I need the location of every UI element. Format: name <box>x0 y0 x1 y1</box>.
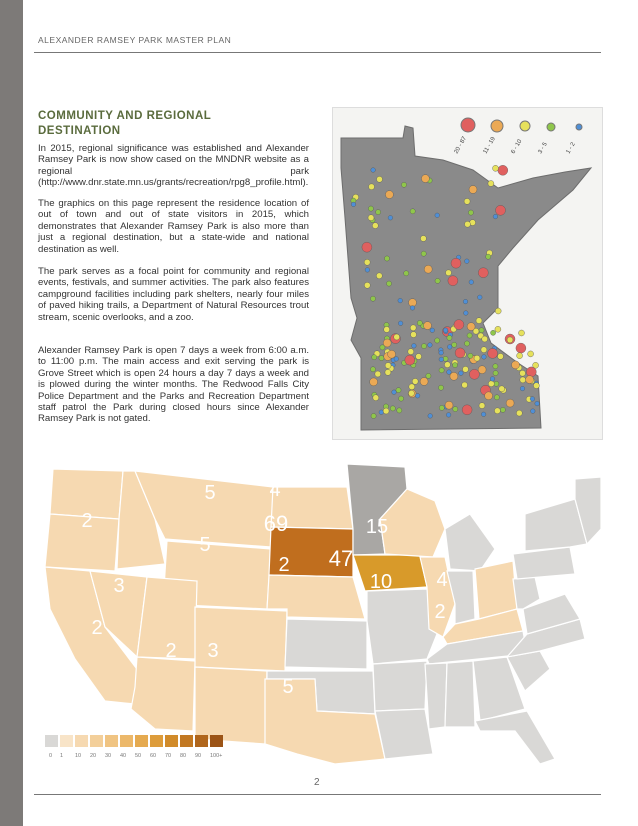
visitor-dot <box>380 345 385 350</box>
visitor-dot <box>445 401 453 409</box>
visitor-dot <box>379 356 384 361</box>
visitor-dot <box>415 394 420 399</box>
visitor-dot <box>408 349 414 355</box>
visitor-dot <box>420 378 428 386</box>
legend-label: 40 <box>120 753 127 759</box>
visitor-dot <box>371 168 376 173</box>
visitor-dot <box>499 386 505 392</box>
visitor-dot <box>421 344 426 349</box>
visitor-dot <box>447 345 452 350</box>
label-washington: 2 <box>81 510 93 532</box>
visitor-dot <box>398 321 403 326</box>
legend-label-3-5: 3 - 5 <box>537 141 549 155</box>
visitor-dot <box>495 326 501 332</box>
visitor-dot <box>481 412 486 417</box>
visitor-dot <box>438 385 443 390</box>
visitor-dot <box>426 373 431 378</box>
visitor-dot <box>493 371 498 376</box>
visitor-dot <box>465 221 471 227</box>
header-divider <box>34 52 601 53</box>
label-nebraska: 2 <box>278 554 290 576</box>
visitor-dot <box>469 186 477 194</box>
visitor-dot <box>519 330 525 336</box>
visitor-dot <box>410 306 415 311</box>
visitor-dot <box>384 256 389 261</box>
minnesota-visitor-map <box>332 107 603 440</box>
visitor-dot <box>435 213 440 218</box>
legend-label-20-87: 20 - 87 <box>453 135 469 155</box>
visitor-dot <box>388 216 393 221</box>
legend-label: 70 <box>165 753 172 759</box>
us-visitor-map <box>35 459 601 764</box>
visitor-dot <box>409 299 417 307</box>
visitor-dot <box>408 390 414 396</box>
legend-swatch <box>180 735 193 747</box>
visitor-dot <box>439 405 444 410</box>
state-new-mexico <box>195 667 267 744</box>
visitor-dot <box>451 258 461 268</box>
visitor-dot <box>371 413 376 418</box>
visitor-dot <box>467 323 475 331</box>
legend-label-6-10: 6 - 10 <box>510 138 524 155</box>
visitor-dot <box>498 165 508 175</box>
visitor-dot <box>446 270 452 276</box>
legend-label-11-19: 11 - 19 <box>482 136 497 155</box>
minnesota-map-svg <box>333 108 602 439</box>
visitor-dot <box>531 409 536 414</box>
state-louisiana <box>375 709 433 759</box>
visitor-dot <box>482 355 487 360</box>
visitor-dot <box>488 348 498 358</box>
visitor-dot <box>430 328 435 333</box>
visitor-dot <box>394 357 399 362</box>
visitor-dot <box>490 377 495 382</box>
visitor-dot <box>455 348 465 358</box>
visitor-dot <box>494 408 500 414</box>
legend-swatch <box>60 735 73 747</box>
label-wyoming: 5 <box>199 534 211 556</box>
visitor-dot <box>463 299 468 304</box>
visitor-dot <box>392 390 397 395</box>
visitor-dot <box>370 296 375 301</box>
body-paragraph-4: Alexander Ramsey Park is open 7 days a week from 6:00 a.m. to 11:00 p.m. The main access and exit serving the park is Grove Street which is open 24 hours a day 7 days a week and is plowed during the winter months. The Redwood Falls City Police Department and the Parks and Recreation Department staff patrol the Park during closed hours since Alexander Ramsey Park is not gated. <box>38 345 309 425</box>
visitor-dot <box>465 259 470 264</box>
visitor-dot <box>383 408 389 414</box>
visitor-dot <box>520 370 526 376</box>
label-california: 3 <box>113 575 125 597</box>
visitor-dot <box>428 343 433 348</box>
visitor-dot <box>421 175 429 183</box>
visitor-dot <box>516 410 522 416</box>
legend-swatch <box>150 735 163 747</box>
state-missouri <box>367 589 437 664</box>
visitor-dot <box>386 281 391 286</box>
state-arkansas <box>373 661 427 711</box>
state-kansas <box>285 619 367 669</box>
visitor-dot <box>506 399 514 407</box>
visitor-dot <box>494 395 499 400</box>
visitor-dot <box>488 381 494 387</box>
label-new-mexico: 3 <box>207 640 219 662</box>
body-paragraph-3: The park serves as a focal point for community and regional events, festivals, and summer activities. The park also features campground facilities including park shelters, nearly four miles of paved hiking trails, a Department of Natural Resources trout stream, scenic overlooks, and a zoo. <box>38 266 309 323</box>
visitor-dot <box>369 184 375 190</box>
visitor-dot <box>370 378 378 386</box>
visitor-dot <box>412 344 417 349</box>
legend-swatch <box>45 735 58 747</box>
visitor-dot <box>493 364 498 369</box>
visitor-dot <box>474 355 480 361</box>
visitor-dot <box>468 210 473 215</box>
visitor-dot <box>368 215 374 221</box>
visitor-dot <box>476 318 482 324</box>
visitor-dot <box>463 366 469 372</box>
visitor-dot <box>439 357 444 362</box>
visitor-dot <box>516 343 526 353</box>
visitor-dot <box>420 236 426 242</box>
visitor-dot <box>479 403 485 409</box>
visitor-dot <box>410 325 416 331</box>
visitor-dot <box>397 408 402 413</box>
label-texas: 5 <box>282 676 294 698</box>
visitor-dot <box>452 342 457 347</box>
visitor-dot <box>365 268 370 273</box>
visitor-dot <box>526 376 534 384</box>
visitor-dot <box>385 369 391 375</box>
visitor-dot <box>469 369 479 379</box>
visitor-dot <box>493 214 498 219</box>
visitor-dot <box>376 210 381 215</box>
visitor-dot <box>485 392 493 400</box>
visitor-dot <box>448 276 458 286</box>
label-kentucky: 2 <box>434 601 446 623</box>
legend-swatch <box>210 735 223 747</box>
legend-swatch-1-2 <box>576 124 582 130</box>
visitor-dot <box>528 351 534 357</box>
visitor-dot <box>491 330 496 335</box>
visitor-dot <box>459 371 464 376</box>
visitor-dot <box>396 388 401 393</box>
visitor-dot <box>362 242 372 252</box>
visitor-dot <box>417 320 422 325</box>
visitor-dot <box>421 251 426 256</box>
label-arizona: 2 <box>165 640 177 662</box>
visitor-dot <box>462 405 472 415</box>
visitor-dot <box>370 367 375 372</box>
visitor-dot <box>376 273 382 279</box>
legend-label: 50 <box>135 753 142 759</box>
legend-swatch <box>105 735 118 747</box>
visitor-dot <box>469 280 474 285</box>
body-paragraph-1: In 2015, regional significance was established and Alexander Ramsey Park is now show cased on the MNDNR website as a regional park (http://www.dnr.state.mn.us/grants/recreation/rpg8_profile.html). <box>38 143 309 189</box>
visitor-dot <box>405 355 415 365</box>
body-paragraph-2: The graphics on this page represent the residence location of out of town and out of state visitors in 2015, which demonstrates that Alexander Ramsey Park is also more than just a regional destination, but a state-wide and national destination as well. <box>38 198 309 255</box>
visitor-dot <box>533 383 539 389</box>
visitor-dot <box>478 295 483 300</box>
visitor-dot <box>507 337 513 343</box>
visitor-dot <box>479 328 484 333</box>
visitor-dot <box>452 363 457 368</box>
legend-label: 80 <box>180 753 187 759</box>
visitor-dot <box>468 353 473 358</box>
legend-label: 60 <box>150 753 157 759</box>
label-south-dakota: 69 <box>263 511 289 536</box>
visitor-dot <box>447 370 452 375</box>
visitor-dot <box>364 259 370 265</box>
visitor-dot <box>535 401 540 406</box>
visitor-dot <box>462 382 468 388</box>
visitor-dot <box>439 368 444 373</box>
visitor-dot <box>398 298 403 303</box>
legend-label: 20 <box>90 753 97 759</box>
visitor-dot <box>379 410 384 415</box>
sidebar-stripe <box>0 0 23 826</box>
visitor-dot <box>481 347 487 353</box>
mn-map-legend <box>454 118 582 155</box>
visitor-dot <box>424 322 432 330</box>
visitor-dot <box>385 191 393 199</box>
visitor-dot <box>410 209 415 214</box>
label-iowa: 47 <box>328 546 354 571</box>
legend-swatch <box>90 735 103 747</box>
visitor-dot <box>500 407 505 412</box>
visitor-dot <box>530 397 535 402</box>
visitor-dot <box>512 361 520 369</box>
label-montana: 5 <box>204 482 216 504</box>
visitor-dot <box>411 332 417 338</box>
legend-swatch-20-87 <box>461 118 475 132</box>
visitor-dot <box>388 350 396 358</box>
legend-label-1-2: 1 - 2 <box>565 141 577 155</box>
legend-label: 0 <box>49 753 53 759</box>
visitor-dot <box>377 176 383 182</box>
label-wisconsin: 15 <box>365 516 389 538</box>
visitor-dot <box>478 268 488 278</box>
visitor-dot <box>520 386 525 391</box>
visitor-dot <box>488 181 494 187</box>
visitor-dot <box>409 384 415 390</box>
visitor-dot <box>493 165 499 171</box>
visitor-dot <box>444 362 450 368</box>
page-number: 2 <box>314 777 320 788</box>
legend-label: 1 <box>60 753 64 759</box>
visitor-dot <box>478 366 486 374</box>
visitor-dot <box>439 350 444 355</box>
visitor-dot <box>373 395 379 401</box>
visitor-dot <box>526 367 536 377</box>
legend-swatch-11-19 <box>491 120 503 132</box>
legend-label: 90 <box>195 753 202 759</box>
visitor-dot <box>412 378 418 384</box>
state-alabama <box>445 661 475 727</box>
visitor-dot <box>435 338 440 343</box>
legend-label: 30 <box>105 753 112 759</box>
visitor-dot <box>375 371 381 377</box>
visitor-dot <box>486 254 491 259</box>
visitor-dot <box>467 333 472 338</box>
legend-label: 10 <box>75 753 82 759</box>
document-header-title: ALEXANDER RAMSEY PARK MASTER PLAN <box>38 35 232 45</box>
legend-swatch-6-10 <box>520 121 530 131</box>
label-ohio: 4 <box>436 569 448 591</box>
visitor-dot <box>447 335 452 340</box>
visitor-dot <box>450 372 458 380</box>
visitor-dot <box>372 223 378 229</box>
visitor-dot <box>482 336 488 342</box>
visitor-dot <box>399 396 404 401</box>
visitor-dot <box>498 353 504 359</box>
visitor-dot <box>517 353 523 359</box>
visitor-dot <box>424 265 432 273</box>
state-mississippi <box>425 663 447 729</box>
us-map-svg <box>35 459 601 764</box>
section-heading: COMMUNITY AND REGIONAL DESTINATION <box>38 110 212 137</box>
legend-swatch <box>195 735 208 747</box>
legend-swatch <box>135 735 148 747</box>
visitor-dot <box>372 355 377 360</box>
legend-label: 100+ <box>210 753 223 759</box>
visitor-dot <box>390 406 395 411</box>
visitor-dot <box>464 341 469 346</box>
visitor-dot <box>520 377 526 383</box>
visitor-dot <box>368 206 373 211</box>
legend-swatch <box>75 735 88 747</box>
visitor-dot <box>496 205 506 215</box>
visitor-dot <box>416 354 422 360</box>
visitor-dot <box>443 328 448 333</box>
visitor-dot <box>495 308 501 314</box>
visitor-dot <box>453 407 458 412</box>
visitor-dot <box>435 278 440 283</box>
visitor-dot <box>464 198 470 204</box>
visitor-dot <box>384 327 390 333</box>
footer-divider <box>34 794 601 795</box>
visitor-dot <box>351 202 356 207</box>
label-california-south: 2 <box>91 617 103 639</box>
legend-swatch <box>165 735 178 747</box>
visitor-dot <box>454 320 464 330</box>
label-illinois: 10 <box>369 571 393 593</box>
legend-swatch <box>120 735 133 747</box>
visitor-dot <box>394 334 400 340</box>
label-north-dakota: 4 <box>269 479 281 501</box>
visitor-dot <box>428 414 433 419</box>
visitor-dot <box>385 363 391 369</box>
visitor-dot <box>401 182 406 187</box>
visitor-dot <box>446 413 451 418</box>
visitor-dot <box>404 271 409 276</box>
legend-swatch-3-5 <box>547 123 555 131</box>
visitor-dot <box>464 311 469 316</box>
visitor-dot <box>364 282 370 288</box>
